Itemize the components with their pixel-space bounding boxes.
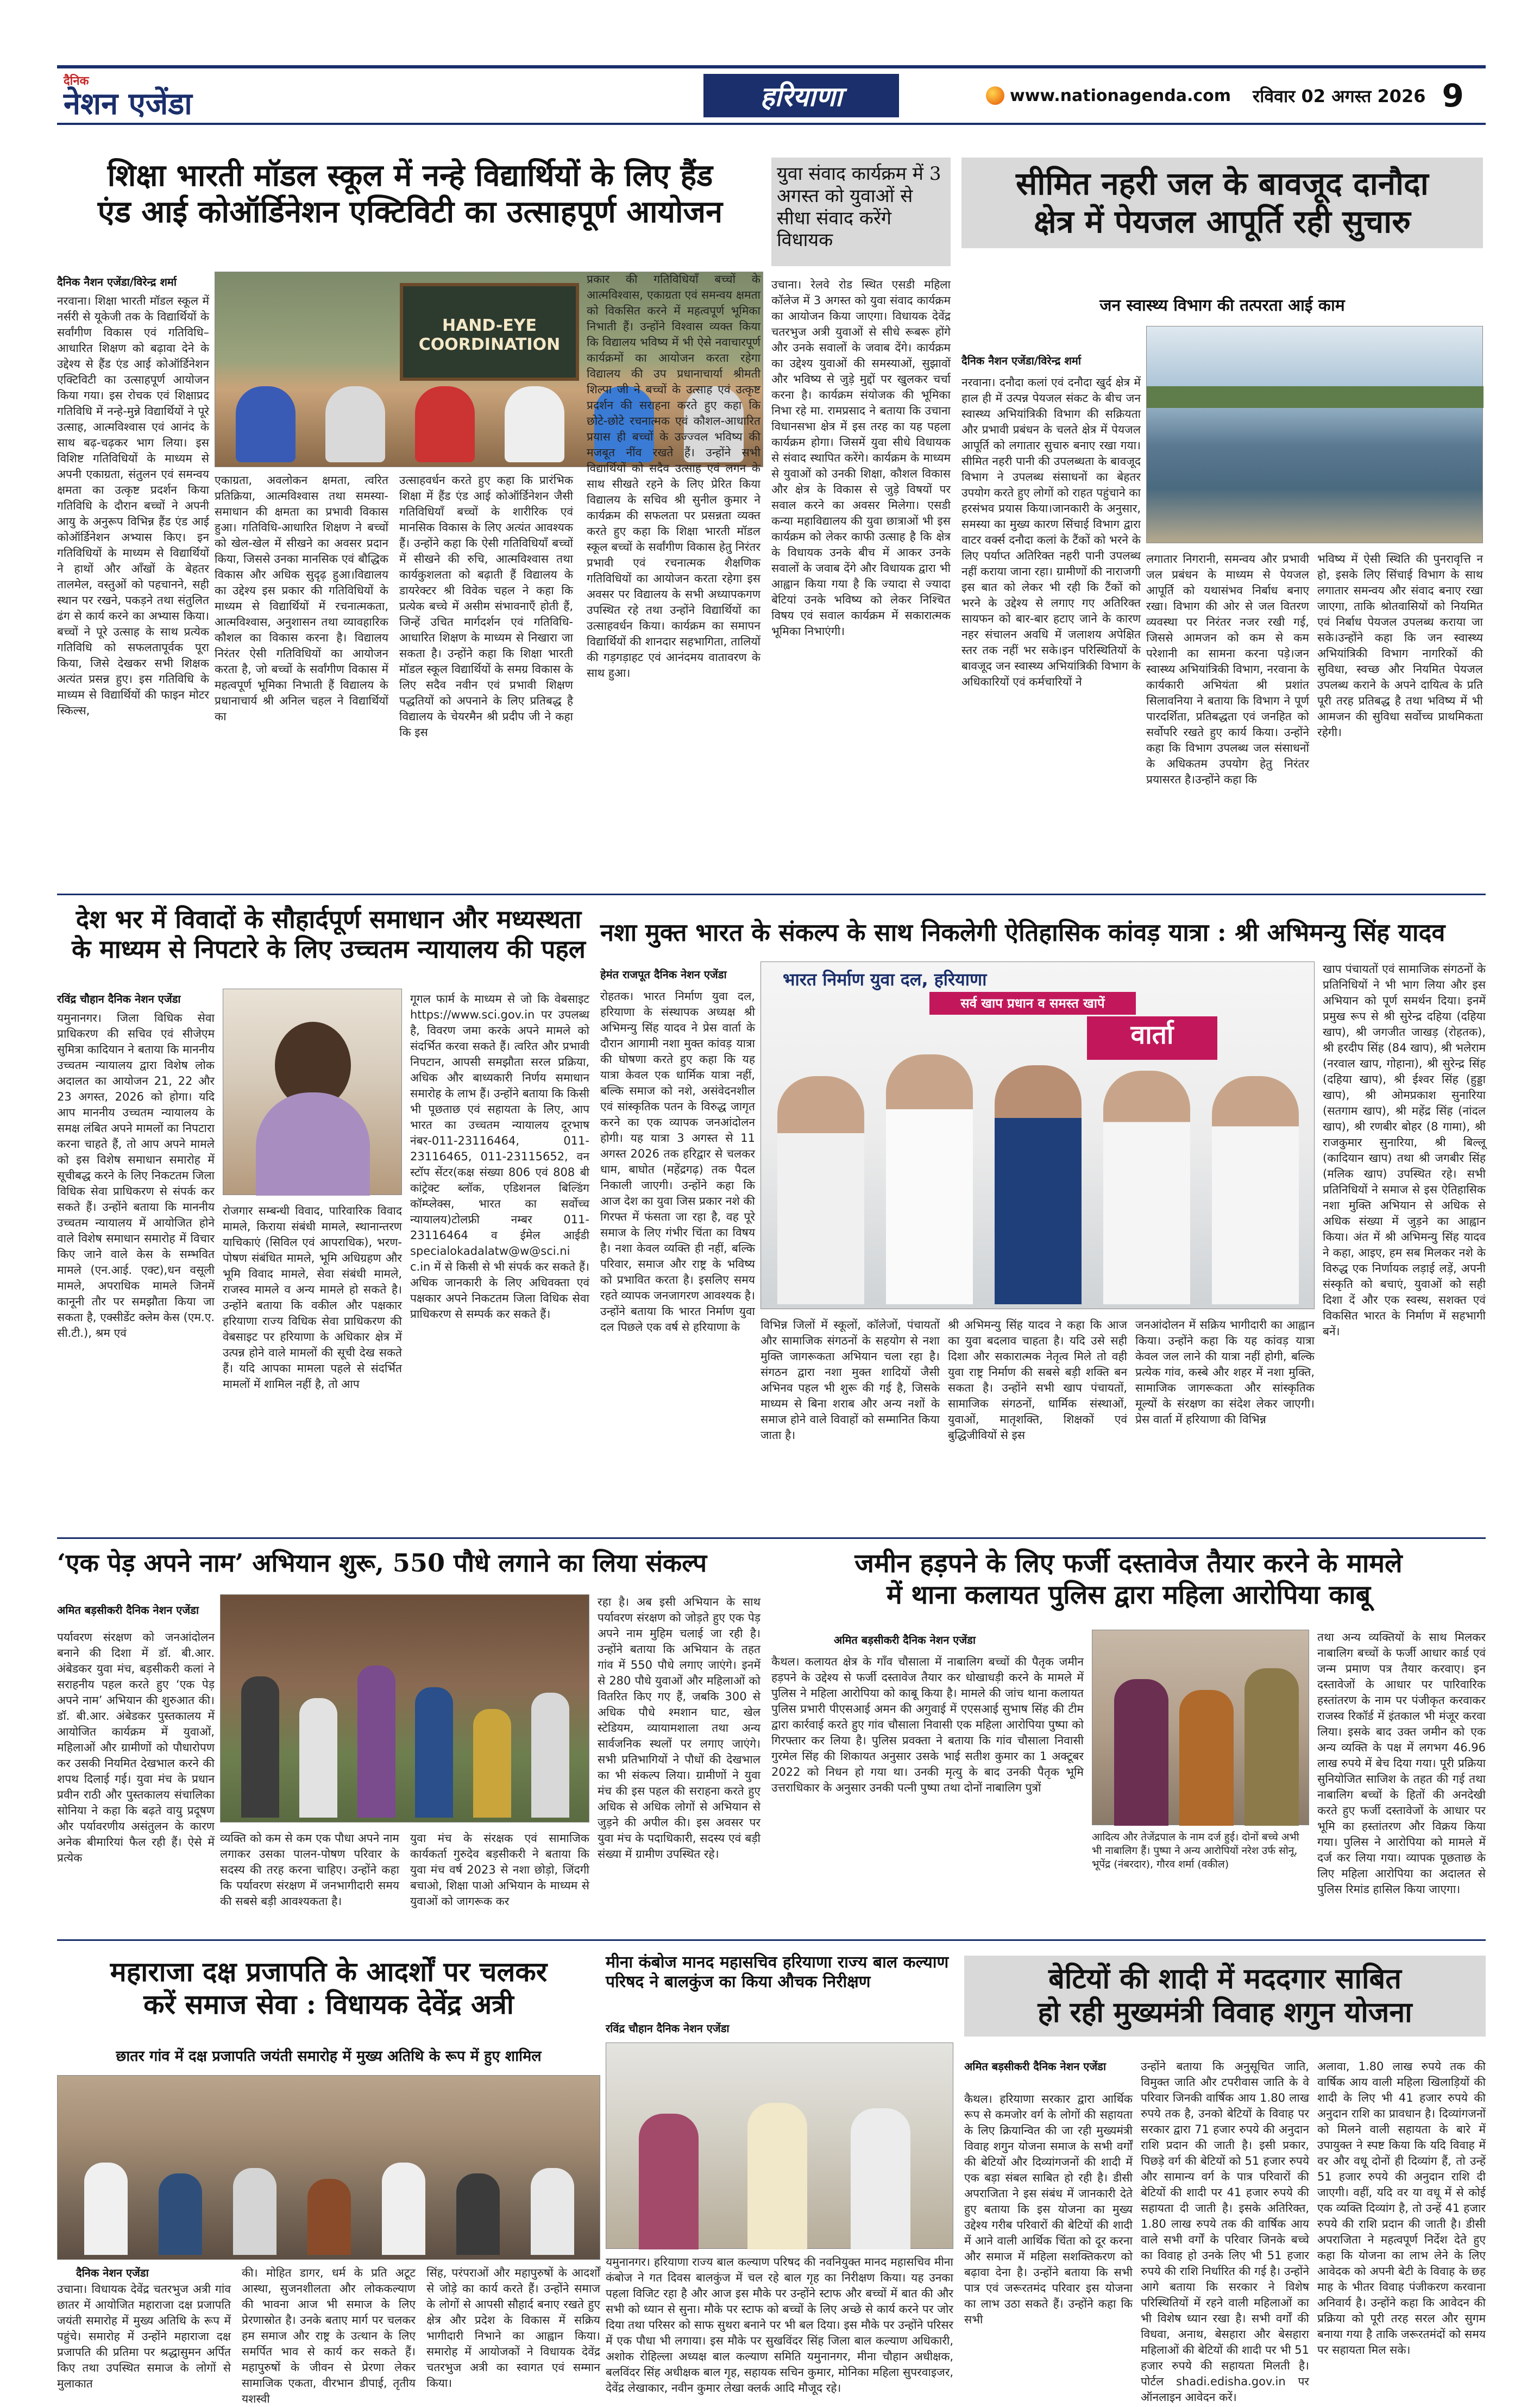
a8-body-col3: सिंह, परंपराओं और महापुरुषों के आदर्शों से जोड़े का कार्य करते हैं। उन्होंने समाज के लोगों से आपसी सौहार्द बनाए रखते हुए क्षेत्र और प्रदेश के विकास में सक्रिय भागीदारी निभाने का आह्वान किया। समारोह में आयोजकों ने विधायक देवेंद्र चतरभुज अत्री का स्वागत एवं सम्मान किया। <box>426 2266 600 2390</box>
a3-subhead: जन स्वास्थ्य विभाग की तत्परता आई काम <box>1099 296 1345 315</box>
a1-headline: शिक्षा भारती मॉडल स्कूल में नन्हे विद्यार्थियों के लिए हैंड एंड आई कोऑर्डिनेशन एक्टिविटी का उत्साहपूर्ण आयोजन <box>97 158 723 230</box>
a1-body-col4: प्रकार की गतिविधियाँ बच्चों के आत्मविश्वास, एकाग्रता एवं समन्वय क्षमता को विकसित करने में महत्वपूर्ण भूमिका निभाती हैं। उन्होंने विश्वास व्यक्त किया कि विद्यालय भविष्य में भी ऐसे नवाचारपूर्ण कार्यक्रमों का आयोजन करता रहेगा विद्यालय की उप प्रधानाचार्या श्रीमती शिल्पा जी ने बच्चों के उत्साह एवं उत्कृष्ट प्रदर्शन की सराहना करते हुए कहा कि छोटे-छोटे रचनात्मक एवं कौशल-आधारित प्रयास ही बच्चों के उज्ज्वल भविष्य की मजबूत नींव रखते हैं। उन्होंने सभी विद्यार्थियों को सदैव उत्साह एवं लगन के साथ सीखते रहने के लिए प्रेरित किया विद्यालय के सचिव श्री सुनील कुमार ने कार्यक्रम की सफलता पर प्रसन्नता व्यक्त करते हुए कहा कि शिक्षा भारती मॉडल स्कूल बच्चों के सर्वांगीण विकास हेतु निरंतर प्रभावी एवं रचनात्मक शैक्षणिक गतिविधियों का आयोजन करता रहेगा इस अवसर पर विद्यालय के सभी अध्यापकगण उपस्थित रहे तथा उन्होंने विद्यार्थियों का उत्साहवर्धन किया। कार्यक्रम का समापन विद्यार्थियों की शानदार सहभागिता, तालियों की गड़गड़ाहट एवं आनंदमय वातावरण के साथ हुआ। <box>587 273 760 680</box>
a5-body-col2: विभिन्न जिलों में स्कूलों, कॉलेजों, पंचायतों और सामाजिक संगठनों के सहयोग से नशा मुक्ति जागरूकता अभियान चला रहा है। संगठन द्वारा नशा मुक्त शादियों जैसी अभिनव पहल भी शुरू की गई है, जिसके माध्यम से बिना शराब और अन्य नशों के समाज होने वाले विवाहों को सम्मानित किया जाता है। <box>760 1318 940 1442</box>
a2-body: उचाना। रेलवे रोड स्थित एसडी महिला कॉलेज में 3 अगस्त को युवा संवाद कार्यक्रम का आयोजन किया जाएगा। विधायक देवेंद्र चतरभुज अत्री युवाओं से सीधे रूबरू होंगे और उनके सवालों के जवाब देंगे। कार्यक्रम का उद्देश्य युवाओं की समस्याओं, सुझावों और भविष्य से जुड़े मुद्दों पर खुलकर चर्चा करना है। कार्यक्रम संयोजक की भूमिका निभा रहे मा. रामप्रसाद ने बताया कि उचाना विधानसभा क्षेत्र में इस तरह का यह पहला कार्यक्रम होगा। जिसमें युवा सीधे विधायक से संवाद स्थापित करेंगे। कार्यक्रम के माध्यम से युवाओं को उनकी शिक्षा, कौशल विकास और क्षेत्र के विकास से जुड़े विषयों पर सवाल करने का अवसर मिलेगा। एसडी कन्या महाविद्यालय की युवा छात्राओं भी इस कार्यक्रम को लेकर काफी उत्साह है कि क्षेत्र के विधायक उनके बीच में आकर उनके सवालों के जवाब देंगे और विधायक द्वारा भी आह्वान किया गया है कि ज्यादा से ज्यादा बेटियां उनके भविष्य को लेकर निश्चित विषय एवं सवाल कार्यक्रम में सकारात्मक भूमिका निभाएंगी। <box>771 278 951 638</box>
a4-body-col3: गूगल फार्म के माध्यम से जो कि वेबसाइट https://www.sci.gov.in पर उपलब्ध है, विवरण जमा करके अपने मामले को संदर्भित करवा सकते हैं। त्वरित और प्रभावी निपटान, आपसी समझौता सरल प्रक्रिया, अधिक और बाध्यकारी निर्णय समाधान समारोह के लाभ हैं। उन्होंने बताया कि किसी भी पूछताछ एवं सहायता के लिए, आप भारत का उच्चतम न्यायालय दूरभाष नंबर-011-23116464, 011-23116465, 011-23115652, वन स्टॉप सेंटर(कक्ष संख्या 806 एवं 808 बी कांट्रेक्ट ब्लॉक, एडिशनल बिल्डिंग कॉम्प्लेक्स, भारत का सर्वोच्च न्यायालय)टोलफ्री नम्बर 011-23116464 व ईमेल आईडी specialokadalatw@w@sci.ni c.in में से किसी से भी संपर्क कर सकते हैं। अधिक जानकारी के लिए अधिवक्ता एवं पक्षकार अपने निकटतम जिला विधिक सेवा प्राधिकरण से सम्पर्क कर सकते हैं। <box>410 992 589 1321</box>
divider <box>57 894 1486 895</box>
a1-byline: दैनिक नैशन एजेंडा/विरेन्द्र शर्मा <box>57 275 177 288</box>
a6-body-col3: युवा मंच के संरक्षक एवं सामाजिक कार्यकर्ता गुरुदेव बड़सीकरी ने बताया कि युवा मंच वर्ष 2023 से नशा छोड़ो, जिंदगी बचाओ, शिक्षा पाओ अभियान के माध्यम से युवाओं को जागरूक कर <box>410 1832 589 1908</box>
brand-name: नेशन एजेंडा <box>64 86 192 122</box>
a6-headline: ‘एक पेड़ अपने नाम’ अभियान शुरू, 550 पौधे लगाने का लिया संकल्प <box>57 1548 707 1578</box>
masthead <box>57 65 1486 125</box>
a8-headline: महाराजा दक्ष प्रजापति के आदर्शों पर चलकर करें समाज सेवा : विधायक देवेंद्र अत्री <box>110 1956 548 2020</box>
a8-body-col2: की। मोहित डागर, धर्म के प्रति अटूट आस्था, सुजनशीलता और लोककल्याण की भावना आज भी समाज के लिए प्रेरणास्रोत है। उनके बताए मार्ग पर चलकर हम समाज और राष्ट्र के उत्थान के लिए समर्पित भाव से कार्य कर सकते हैं। महापुरुषों के जीवन से प्रेरणा लेकर सामाजिक एकता, वीरभान डीपाई, तृतीय यशस्वी <box>242 2266 416 2405</box>
divider <box>57 1939 1486 1941</box>
a1-body-col1: नरवाना। शिक्षा भारती मॉडल स्कूल में नर्सरी से यूकेजी तक के विद्यार्थियों के सर्वांगीण विकास एवं गतिविधि–आधारित शिक्षण को बढ़ावा देने के उद्देश्य से हैंड एंड आई कोऑर्डिनेशन एक्टिविटी का उत्साहपूर्ण आयोजन किया गया। इस रोचक एवं शिक्षाप्रद गतिविधि में नन्हे-मुन्ने विद्यार्थियों ने पूरे उत्साह, आत्मविश्वास एवं आनंद के साथ बढ़-चढ़कर भाग लिया। इस विशिष्ट गतिविधियों के माध्यम से अपनी एकाग्रता, संतुलन एवं समन्वय क्षमता का उत्कृष्ट प्रदर्शन किया गतिविधि के दौरान बच्चों ने अपनी आयु के अनुरूप विभिन्न हैंड एंड आई कोऑर्डिनेशन अभ्यास किए। इन गतिविधियों के माध्यम से विद्यार्थियों ने हाथों और आँखों के बेहतर तालमेल, वस्तुओं को पहचानने, सही स्थान पर रखने, पकड़ने तथा संतुलित ढंग से कार्य करने का अभ्यास किया। बच्चों ने पूरे उत्साह के साथ प्रत्येक गतिविधि को सफलतापूर्वक पूरा किया, जिसे देखकर सभी शिक्षक अत्यंत प्रसन्न हुए। इस गतिविधि के माध्यम से विद्यार्थियों की फाइन मोटर स्किल्स, <box>57 294 209 717</box>
brand-logo <box>57 68 361 123</box>
website-url: www.nationagenda.com <box>1010 86 1231 105</box>
a7-caption: आदित्य और तेजेंद्रपाल के नाम दर्ज हुई। दोनों बच्चे अभी भी नाबालिग हैं। पुष्पा ने अन्य आरोपियों नरेश उर्फ सोनू, भूपेंद्र (नंबरदार), गौरव शर्मा (वकील) <box>1092 1831 1299 1870</box>
a5-headline: नशा मुक्त भारत के संकल्प के साथ निकलेगी ऐतिहासिक कांवड़ यात्रा : श्री अभिमन्यु सिंह यादव <box>600 918 1445 947</box>
page-number: 9 <box>1442 77 1464 114</box>
brand-small: दैनिक <box>64 74 89 88</box>
globe-icon <box>986 86 1004 105</box>
a10-byline: अमित बड़सीकरी दैनिक नेशन एजेंडा <box>964 2060 1107 2073</box>
divider <box>57 1537 1486 1539</box>
a9-byline: रविंद्र चौहान दैनिक नेशन एजेंडा <box>606 2022 730 2035</box>
tree-line <box>1147 386 1484 408</box>
a7-byline: अमित बड़सीकरी दैनिक नेशन एजेंडा <box>834 1633 976 1646</box>
a2-headline: युवा संवाद कार्यक्रम में 3 अगस्त को युवाओं से सीधा संवाद करेंगे विधायक <box>771 158 951 266</box>
a4-body-col1: यमुनानगर। जिला विधिक सेवा प्राधिकरण की सचिव एवं सीजेएम सुमित्रा कादियान ने बताया कि माननीय उच्चतम न्यायालय द्वारा विशेष लोक अदालत का आयोजन 21, 22 और 23 अगस्त, 2026 को होगा। यदि आप माननीय उच्चतम न्यायालय के समक्ष लंबित अपने मामलों का निपटारा करना चाहते हैं, तो आप अपने मामले को इस विशेष समाधान समारोह में सूचीबद्ध करने के लिए निकटतम जिला विधिक सेवा प्राधिकरण से संपर्क कर सकते हैं। उन्होंने बताया कि माननीय उच्चतम न्यायालय में आयोजित होने वाले विशेष समाधान समारोह में विचार किए जाने वाले केस के सम्भवित मामले (एन.आई. एक्ट),धन वसूली मामले, अपराधिक मामले जिनमें कानूनी तौर पर समझौता किया जा सकता है, एक्सीडेंट क्लेम केस (एम.ए. सी.टी.), श्रम एवं <box>57 1011 215 1340</box>
a1-body-col2: एकाग्रता, अवलोकन क्षमता, त्वरित प्रतिक्रिया, आत्मविश्वास तथा समस्या-समाधान की क्षमता का प्रभावी विकास हुआ। गतिविधि-आधारित शिक्षण ने बच्चों को खेल-खेल में सीखने का अवसर प्रदान किया, जिससे उनका मानसिक एवं बौद्धिक विकास और अधिक सुदृढ़ हुआ।विद्यालय का उद्देश्य इस प्रकार की गतिविधियों के माध्यम से विद्यार्थियों में रचनात्मकता, आत्मविश्वास, अनुशासन तथा व्यावहारिक कौशल का विकास करना है। विद्यालय निरंतर ऐसी गतिविधियों का आयोजन करता है, जो बच्चों के सर्वांगीण विकास में महत्वपूर्ण भूमिका निभाती हैं विद्यालय के प्रधानाचार्य श्री अनिल चहल ने विद्यार्थियों का <box>215 474 388 723</box>
a10-body-col2: उन्होंने बताया कि अनुसूचित जाति, विमुक्त जाति और टपरीवास जाति के वे परिवार जिनकी वार्षिक आय 1.80 लाख रुपये तक है, उनको बेटियों के विवाह पर सरकार द्वारा 71 हजार रुपये की अनुदान राशि प्रदान की जाती है। इसी प्रकार, पिछड़े वर्ग की बेटियों को 51 हजार रुपये और सामान्य वर्ग के पात्र परिवारों की बेटियों की शादी पर 41 हजार रुपये की सहायता दी जाती है। इसके अतिरिक्त, 1.80 लाख रुपये तक की वार्षिक आय वाले सभी वर्गों के परिवार जिनके बच्चे का विवाह हो उनके लिए भी 51 हजार रुपये की राशि निर्धारित की गई है। उन्होंने आगे बताया कि सरकार ने विशेष परिस्थितियों में रहने वाली महिलाओं का भी विशेष ध्यान रखा है। सभी वर्गों की विधवा, अनाथ, बेसहारा और बेसहारा महिलाओं की बेटियों की शादी पर भी 51 हजार रुपये की सहायता मिलती है। पोर्टल shadi.edisha.gov.in पर ऑनलाइन आवेदन करें। <box>1141 2060 1309 2404</box>
a1-body-col3: उत्साहवर्धन करते हुए कहा कि प्रारंभिक शिक्षा में हैंड एंड आई कोऑर्डिनेशन जैसी गतिविधियाँ बच्चों के शारीरिक एवं मानसिक विकास के लिए अत्यंत आवश्यक हैं। उन्होंने कहा कि ऐसी गतिविधियाँ बच्चों में सीखने की रुचि, आत्मविश्वास तथा कार्यकुशलता को बढ़ाती हैं विद्यालय के डायरेक्टर श्री विवेक चहल ने कहा कि प्रत्येक बच्चे में असीम संभावनाएँ होती हैं, जिन्हें उचित मार्गदर्शन एवं गतिविधि-आधारित शिक्षण के माध्यम से निखारा जा सकता है। उन्होंने कहा कि शिक्षा भारती मॉडल स्कूल विद्यार्थियों के समग्र विकास के लिए सदैव नवीन एवं प्रभावी शिक्षण पद्धतियों को अपनाने के लिए प्रतिबद्ध है विद्यालय के चेयरमैन श्री प्रदीप जी ने कहा कि इस <box>399 474 573 739</box>
a7-photo <box>1092 1630 1309 1825</box>
a4-photo-portrait <box>223 989 402 1195</box>
a3-body-col1: नरवाना। दनौदा कलां एवं दनौदा खुर्द क्षेत्र में हाल ही में उत्पन्न पेयजल संकट के बीच जन स्वास्थ्य अभियांत्रिकी विभाग की सक्रियता और प्रभावी प्रबंधन के चलते क्षेत्र में पेयजल आपूर्ति को लगातार सुचारु बनाए रखा गया। सीमित नहरी पानी की उपलब्धता के बावजूद विभाग ने उपलब्ध संसाधनों का बेहतर उपयोग करते हुए लोगों को राहत पहुंचाने का हरसंभव प्रयास किया।जानकारी के अनुसार, समस्या का मुख्य कारण सिंचाई विभाग द्वारा वाटर वर्क्स दनौदा कलां के टैंकों को भरने के लिए पर्याप्त अतिरिक्त नहरी पानी उपलब्ध नहीं कराया जाना रहा। ग्रामीणों की नाराजगी इस बात को लेकर भी रही कि टैंकों को भरने के उद्देश्य से लगाए गए अतिरिक्त सायफन को बार-बार हटाए जाने के कारण नहर संचालन अवधि में जलाशय अपेक्षित स्तर तक नहीं भर सके।इन परिस्थितियों के बावजूद जन स्वास्थ्य अभियांत्रिकी विभाग के अधिकारियों एवं कर्मचारियों ने <box>961 376 1141 688</box>
a3-photo-canal <box>1146 326 1483 543</box>
section-tag: हरियाणा <box>703 74 899 117</box>
a5-body-col3: श्री अभिमन्यु सिंह यादव ने कहा कि आज का युवा बदलाव चाहता है। यदि उसे सही दिशा और सकारात्मक नेतृत्व मिले तो वही युवा राष्ट्र निर्माण की सबसे बड़ी शक्ति बन सकता है। उन्होंने सभी खाप पंचायतों, सामाजिक संगठनों, धार्मिक संस्थाओं, युवाओं, मातृशक्ति, शिक्षकों एवं बुद्धिजीवियों से इस <box>948 1318 1127 1442</box>
a5-body-col5: खाप पंचायतों एवं सामाजिक संगठनों के प्रतिनिधियों ने भी भाग लिया और इस अभियान को पूर्ण समर्थन दिया। इनमें प्रमुख रूप से श्री सुरेन्द्र दहिया (दहिया खाप), श्री जगजीत जाखड़ (रोहतक), श्री हरदीप सिंह (84 खाप), श्री भलेराम (नरवाल खाप, गोहाना), श्री सुरेन्द्र सिंह (दहिया खाप), श्री ईश्वर सिंह (हुड्डा खाप), श्री ओमप्रकाश सुनारिया (सतगाम खाप), श्री महेंद्र सिंह (नांदल खाप), श्री रणबीर बोहर (8 गामा), श्री राजकुमार सुनारिया, श्री बिल्लू (कादियान खाप) तथा श्री जगबीर सिंह (मलिक खाप) उपस्थित रहे। सभी प्रतिनिधियों ने समाज से इस ऐतिहासिक नशा मुक्ति अभियान से अधिक से अधिक संख्या में जुड़ने का आह्वान किया। अंत में श्री अभिमन्यु सिंह यादव ने कहा, आइए, हम सब मिलकर नशे के विरुद्ध एक निर्णायक लड़ाई लड़ें, अपनी संस्कृति को बचाएं, युवाओं को सही दिशा दें और एक स्वस्थ, सशक्त एवं विकसित भारत के निर्माण में सहभागी बनें। <box>1323 963 1486 1338</box>
a6-body-col2: व्यक्ति को कम से कम एक पौधा अपने नाम लगाकर उसका पालन-पोषण परिवार के सदस्य की तरह करना चाहिए। उन्होंने कहा कि पर्यावरण संरक्षण में जनभागीदारी समय की सबसे बड़ी आवश्यकता है। <box>220 1832 399 1908</box>
a3-body-col2: लगातार निगरानी, समन्वय और प्रभावी जल प्रबंधन के माध्यम से पेयजल आपूर्ति को यथासंभव निर्बाध बनाए रखा। विभाग की ओर से जल वितरण व्यवस्था पर निरंतर नजर रखी गई, जिससे आमजन को कम से कम परेशानी का सामना करना पड़े।जन स्वास्थ्य अभियांत्रिकी विभाग, नरवाना के कार्यकारी अभियंता श्री प्रशांत सिलावनिया ने बताया कि विभाग ने पूर्ण पारदर्शिता, प्रतिबद्धता एवं जनहित को सर्वोपरि रखते हुए कार्य किया। उन्होंने कहा कि विभाग उपलब्ध जल संसाधनों के अधिकतम उपयोग हेतु निरंतर प्रयासरत है।उन्होंने कहा कि <box>1146 552 1309 786</box>
a6-byline: अमित बड़सीकरी दैनिक नेशन एजेंडा <box>57 1604 199 1617</box>
a8-byline: दैनिक नेशन एजेंडा <box>76 2266 149 2279</box>
a10-headline: बेटियों की शादी में मददगार साबित हो रही मुख्यमंत्री विवाह शगुन योजना <box>964 1956 1486 2037</box>
a4-body-col2: रोजगार सम्बन्धी विवाद, पारिवारिक विवाद मामले, किराया संबंधी मामले, स्थानान्तरण याचिकाएं (सिविल एवं आपराधिक), भरण-पोषण संबंधित मामले, भूमि अधिग्रहण और भूमि विवाद मामले, सेवा संबंधी मामले, राजस्व मामले व अन्य मामले हो सकते है। उन्होंने बताया कि वकील और पक्षकार हरियाणा राज्य विधिक सेवा प्राधिकरण की वेबसाइट पर हरियाणा के अधिकार क्षेत्र में उत्पन्न होने वाले मामलों की सूची देख सकते हैं। यदि आपका मामला पहले से संदर्भित मामलों में शामिल नहीं है, तो आप <box>223 1204 402 1391</box>
issue-date: रविवार 02 अगस्त 2026 <box>1253 85 1426 106</box>
a8-body-col1: उचाना। विधायक देवेंद्र चतरभुज अत्री गांव छातर में आयोजित महाराजा दक्ष प्रजापति जयंती समारोह में मुख्य अतिथि के रूप में पहुंचे। समारोह में उन्होंने महाराजा दक्ष प्रजापति की प्रतिमा पर श्रद्धासुमन अर्पित किए तथा उपस्थित समाज के लोगों से मुलाकात <box>57 2283 231 2390</box>
a9-body: यमुनानगर। हरियाणा राज्य बाल कल्याण परिषद की नवनियुक्त मानद महासचिव मीना कंबोज ने गत दिवस बालकुंज में चल रहे बाल गृह का निरीक्षण किया। यह उनका पहला विजिट रहा है और आज इस मौके पर उन्होंने स्टाफ और बच्चों में बात की और सभी को ध्यान से सुना। मौके पर स्टाफ को बच्चों के लिए अच्छे से कार्य करने पर जोर दिया तथा परिसर को साफ सुथरा बनाने पर भी बल दिया। इस मौके पर उन्होंने परिसर में एक पौधा भी लगाया। इस मौके पर सुखविंदर सिंह जिला बाल कल्याण अधिकारी, अशोक रोहिल्ला अध्यक्ष बाल कल्याण समिति यमुनानगर, मीना चौहान अधीक्षक, बलविंदर सिंह अधीक्षक बाल गृह, सहायक सचिन कुमार, मोनिका महिला सुपरवाइजर, देवेंद्र लेखाकार, नवीन कुमार लेखा क्लर्क आदि मौजूद रहे। <box>606 2255 953 2395</box>
a6-photo <box>220 1594 589 1822</box>
a7-body-col2: तथा अन्य व्यक्तियों के साथ मिलकर नाबालिग बच्चों के फर्जी आधार कार्ड एवं जन्म प्रमाण पत्र तैयार करवाए। इन दस्तावेजों के आधार पर पारिवारिक हस्तांतरण के नाम पर पंजीकृत करवाकर राजस्व रिकॉर्ड में इंतकाल भी मंजूर करवा लिया। इसके बाद उक्त जमीन को एक अन्य व्यक्ति के पक्ष में लगभग 46.96 लाख रुपये में बेच दिया गया। पूरी प्रक्रिया सुनियोजित साजिश के तहत की गई तथा नाबालिग बच्चों के हितों की अनदेखी करते हुए फर्जी दस्तावेजों के आधार पर भूमि का हस्तांतरण और विक्रय किया गया। पुलिस ने आरोपिया को मामले में दर्ज कर लिया गया। व्यापक पूछताछ के लिए महिला आरोपिया का अदालत से पुलिस रिमांड हासिल किया जाएगा। <box>1317 1631 1486 1896</box>
a6-body-col1: पर्यावरण संरक्षण को जनआंदोलन बनाने की दिशा में डॉ. बी.आर. अंबेडकर युवा मंच, बड़सीकरी कलां ने सराहनीय पहल करते हुए ‘एक पेड़ अपने नाम’ अभियान की शुरुआत की। डॉ. बी.आर. अंबेडकर पुस्तकालय में आयोजित कार्यक्रम में युवाओं, महिलाओं और ग्रामीणों को पौधारोपण कर उसकी नियमित देखभाल करने की शपथ दिलाई गई। युवा मंच के प्रधान प्रवीन राठी और पुस्तकालय संचालिका सोनिया ने कहा कि बढ़ते वायु प्रदूषण और पर्यावरणीय असंतुलन के कारण अनेक बीमारियां फैल रही हैं। ऐसे में प्रत्येक <box>57 1631 215 1864</box>
a7-headline: जमीन हड़पने के लिए फर्जी दस्तावेज तैयार करने के मामले में थाना कलायत पुलिस द्वारा महिला आरोपिया काबू <box>854 1548 1403 1610</box>
website[interactable] <box>986 86 1231 105</box>
chalkboard: HAND-EYE COORDINATION <box>400 283 579 381</box>
a3-headline: सीमित नहरी जल के बावजूद दानौदा क्षेत्र में पेयजल आपूर्ति रही सुचारु <box>961 158 1483 248</box>
a6-body-col4: रहा है। अब इसी अभियान के साथ पर्यावरण संरक्षण को जोड़ते हुए एक पेड़ अपने नाम मुहिम चलाई जा रही है। उन्होंने बताया कि अभियान के तहत गांव में 550 पौधे लगाए जाएंगे। इनमें से 280 पौधे युवाओं और महिलाओं को वितरित किए गए हैं, जबकि 300 से अधिक पौधे श्मशान घाट, खेल स्टेडियम, व्यायामशाला तथा अन्य सार्वजनिक स्थलों पर लगाए जाएंगे। सभी प्रतिभागियों ने पौधों की देखभाल का भी संकल्प लिया। ग्रामीणों ने युवा मंच की इस पहल की सराहना करते हुए अधिक से अधिक लोगों से अभियान से जुड़ने की अपील की। इस अवसर पर युवा मंच के पदाधिकारी, सदस्य एवं बड़ी संख्या में ग्रामीण उपस्थित रहे। <box>598 1595 760 1861</box>
a5-byline: हेमंत राजपूत दैनिक नेशन एजेंडा <box>600 968 727 981</box>
a3-body-col3: भविष्य में ऐसी स्थिति की पुनरावृत्ति न हो, इसके लिए सिंचाई विभाग के साथ लगातार समन्वय और संवाद बनाए रखा जाएगा, ताकि श्रोतवासियों को नियमित एवं निर्बाध पेयजल उपलब्ध कराया जा सके।उन्होंने कहा कि जन स्वास्थ्य अभियांत्रिकी विभाग नागरिकों की सुविधा, स्वच्छ और नियमित पेयजल उपलब्ध कराने के अपने दायित्व के प्रति पूरी तरह प्रतिबद्ध है तथा भविष्य में भी आमजन की सुविधा सर्वोच्च प्राथमिकता रहेगी। <box>1317 552 1483 739</box>
a10-body-col1: कैथल। हरियाणा सरकार द्वारा आर्थिक रूप से कमजोर वर्ग के लोगों की सहायता के लिए क्रियान्वित की जा रही मुख्यमंत्री विवाह शगुन योजना समाज के सभी वर्गों की बेटियों और दिव्यांगजनों की शादी में एक बड़ा संबल साबित हो रही है। डीसी अपराजिता ने इस संबंध में जानकारी देते हुए बताया कि इस योजना का मुख्य उद्देश्य गरीब परिवारों की बेटियों की शादी में आने वाली आर्थिक चिंता को दूर करना और समाज में महिला सशक्तिकरण को बढ़ावा देना है। उन्होंने बताया कि सभी पात्र एवं जरूरतमंद परिवार इस योजना का लाभ उठा सकते हैं। उन्होंने कहा कि सभी <box>964 2092 1133 2326</box>
a3-byline: दैनिक नैशन एजेंडा/विरेन्द्र शर्मा <box>961 354 1082 367</box>
a9-photo <box>606 2043 953 2249</box>
a5-body-col1: रोहतक। भारत निर्माण युवा दल, हरियाणा के संस्थापक अध्यक्ष श्री अभिमन्यु सिंह यादव ने प्रेस वार्ता के दौरान आगामी नशा मुक्त कांवड़ यात्रा की घोषणा करते हुए कहा कि यह यात्रा केवल एक धार्मिक यात्रा नहीं, बल्कि समाज को नशे, असंवेदनशील एवं सांस्कृतिक पतन के विरुद्ध जागृत करने का एक व्यापक जनआंदोलन होगी। यह यात्रा 3 अगस्त से 11 अगस्त 2026 तक हरिद्वार से चलकर धाम, बाघोत (महेंद्रगढ़) तक पैदल निकाली जाएगी। उन्होंने कहा कि आज देश का युवा जिस प्रकार नशे की गिरफ्त में फंसता जा रहा है, वह पूरे समाज के लिए गंभीर चिंता का विषय है। नशा केवल व्यक्ति ही नहीं, बल्कि परिवार, समाज और राष्ट्र के भविष्य को प्रभावित करता है। इसलिए समय रहते व्यापक जनजागरण आवश्यक है। उन्होंने बताया कि भारत निर्माण युवा दल पिछले एक वर्ष से हरियाणा के <box>600 990 755 1334</box>
a7-body-col1: कैथल। कलायत क्षेत्र के गाँव चौसाला में नाबालिग बच्चों की पैतृक जमीन हड़पने के उद्देश्य से फर्जी दस्तावेज तैयार कर धोखाधड़ी करने के मामले में पुलिस ने महिला आरोपिया को काबू किया है। मामले की जांच थाना कलायत पुलिस प्रभारी पीएसआई अमन की अगुवाई में एएसआई सुभाष सिंह की टीम द्वारा कार्रवाई करते हुए गांव चौसाला निवासी एक महिला आरोपिया पुष्पा को गिरफ्तार कर लिया है। पुलिस प्रवक्ता ने बताया कि गांव चौसाला निवासी गुरमेल सिंह की शिकायत अनुसार उसके भाई सतीश कुमार का 1 अक्टूबर 2022 को निधन हो गया था। उनकी मृत्यु के बाद उनकी पैतृक भूमि उत्तराधिकार के अनुसार उनकी पत्नी पुष्पा तथा दोनों नाबालिग पुत्रों <box>771 1655 1084 1794</box>
a4-byline: रविंद्र चौहान दैनिक नेशन एजेंडा <box>57 992 181 1005</box>
press-people <box>777 1044 1299 1304</box>
a10-body-col3: अलावा, 1.80 लाख रुपये तक की वार्षिक आय वाली महिला खिलाड़ियों की शादी के लिए भी 41 हजार रुपये की अनुदान राशि का प्रावधान है। दिव्यांगजनों को मिलने वाली सहायता के बारे में उपायुक्त ने स्पष्ट किया कि यदि विवाह में वर और वधू दोनों ही दिव्यांग हैं, तो उन्हें 51 हजार रुपये की अनुदान राशि दी जाएगी। वहीं, यदि वर या वधू में से कोई एक व्यक्ति दिव्यांग है, तो उन्हें 41 हजार रुपये की राशि प्रदान की जाती है। डीसी अपराजिता ने महत्वपूर्ण निर्देश देते हुए कहा कि योजना का लाभ लेने के लिए आवेदक को अपनी बेटी के विवाह के छह माह के भीतर विवाह पंजीकरण करवाना अनिवार्य है। उन्होंने कहा कि आवेदन की प्रक्रिया को पूरी तरह सरल और सुगम बनाया गया है ताकि जरूरतमंदों को समय पर सहायता मिल सके। <box>1317 2060 1486 2356</box>
a9-headline: मीना कंबोज मानद महासचिव हरियाणा राज्य बाल कल्याण परिषद ने बालकुंज का किया औचक निरीक्षण <box>606 1953 949 1991</box>
a8-subhead: छातर गांव में दक्ष प्रजापति जयंती समारोह में मुख्य अतिथि के रूप में हुए शामिल <box>116 2048 542 2065</box>
a5-body-col4: जनआंदोलन में सक्रिय भागीदारी का आह्वान किया। उन्होंने कहा कि यह कांवड़ यात्रा केवल जल लाने की यात्रा नहीं होगी, बल्कि प्रत्येक गांव, कस्बे और शहर में नशा मुक्ति, सामाजिक जागरूकता और सांस्कृतिक मूल्यों के संरक्षण का संदेश लेकर जाएगी। प्रेस वार्ता में हरियाणा की विभिन्न <box>1135 1318 1315 1426</box>
a4-headline: देश भर में विवादों के सौहार्दपूर्ण समाधान और मध्यस्थता के माध्यम से निपटारे के लिए उच्चतम न्यायालय की पहल <box>72 904 586 964</box>
a5-photo-press: भारत निर्माण युवा दल, हरियाणा सर्व खाप प्रधान व समस्त खापें वार्ता <box>760 961 1315 1309</box>
a8-photo <box>57 2075 600 2260</box>
